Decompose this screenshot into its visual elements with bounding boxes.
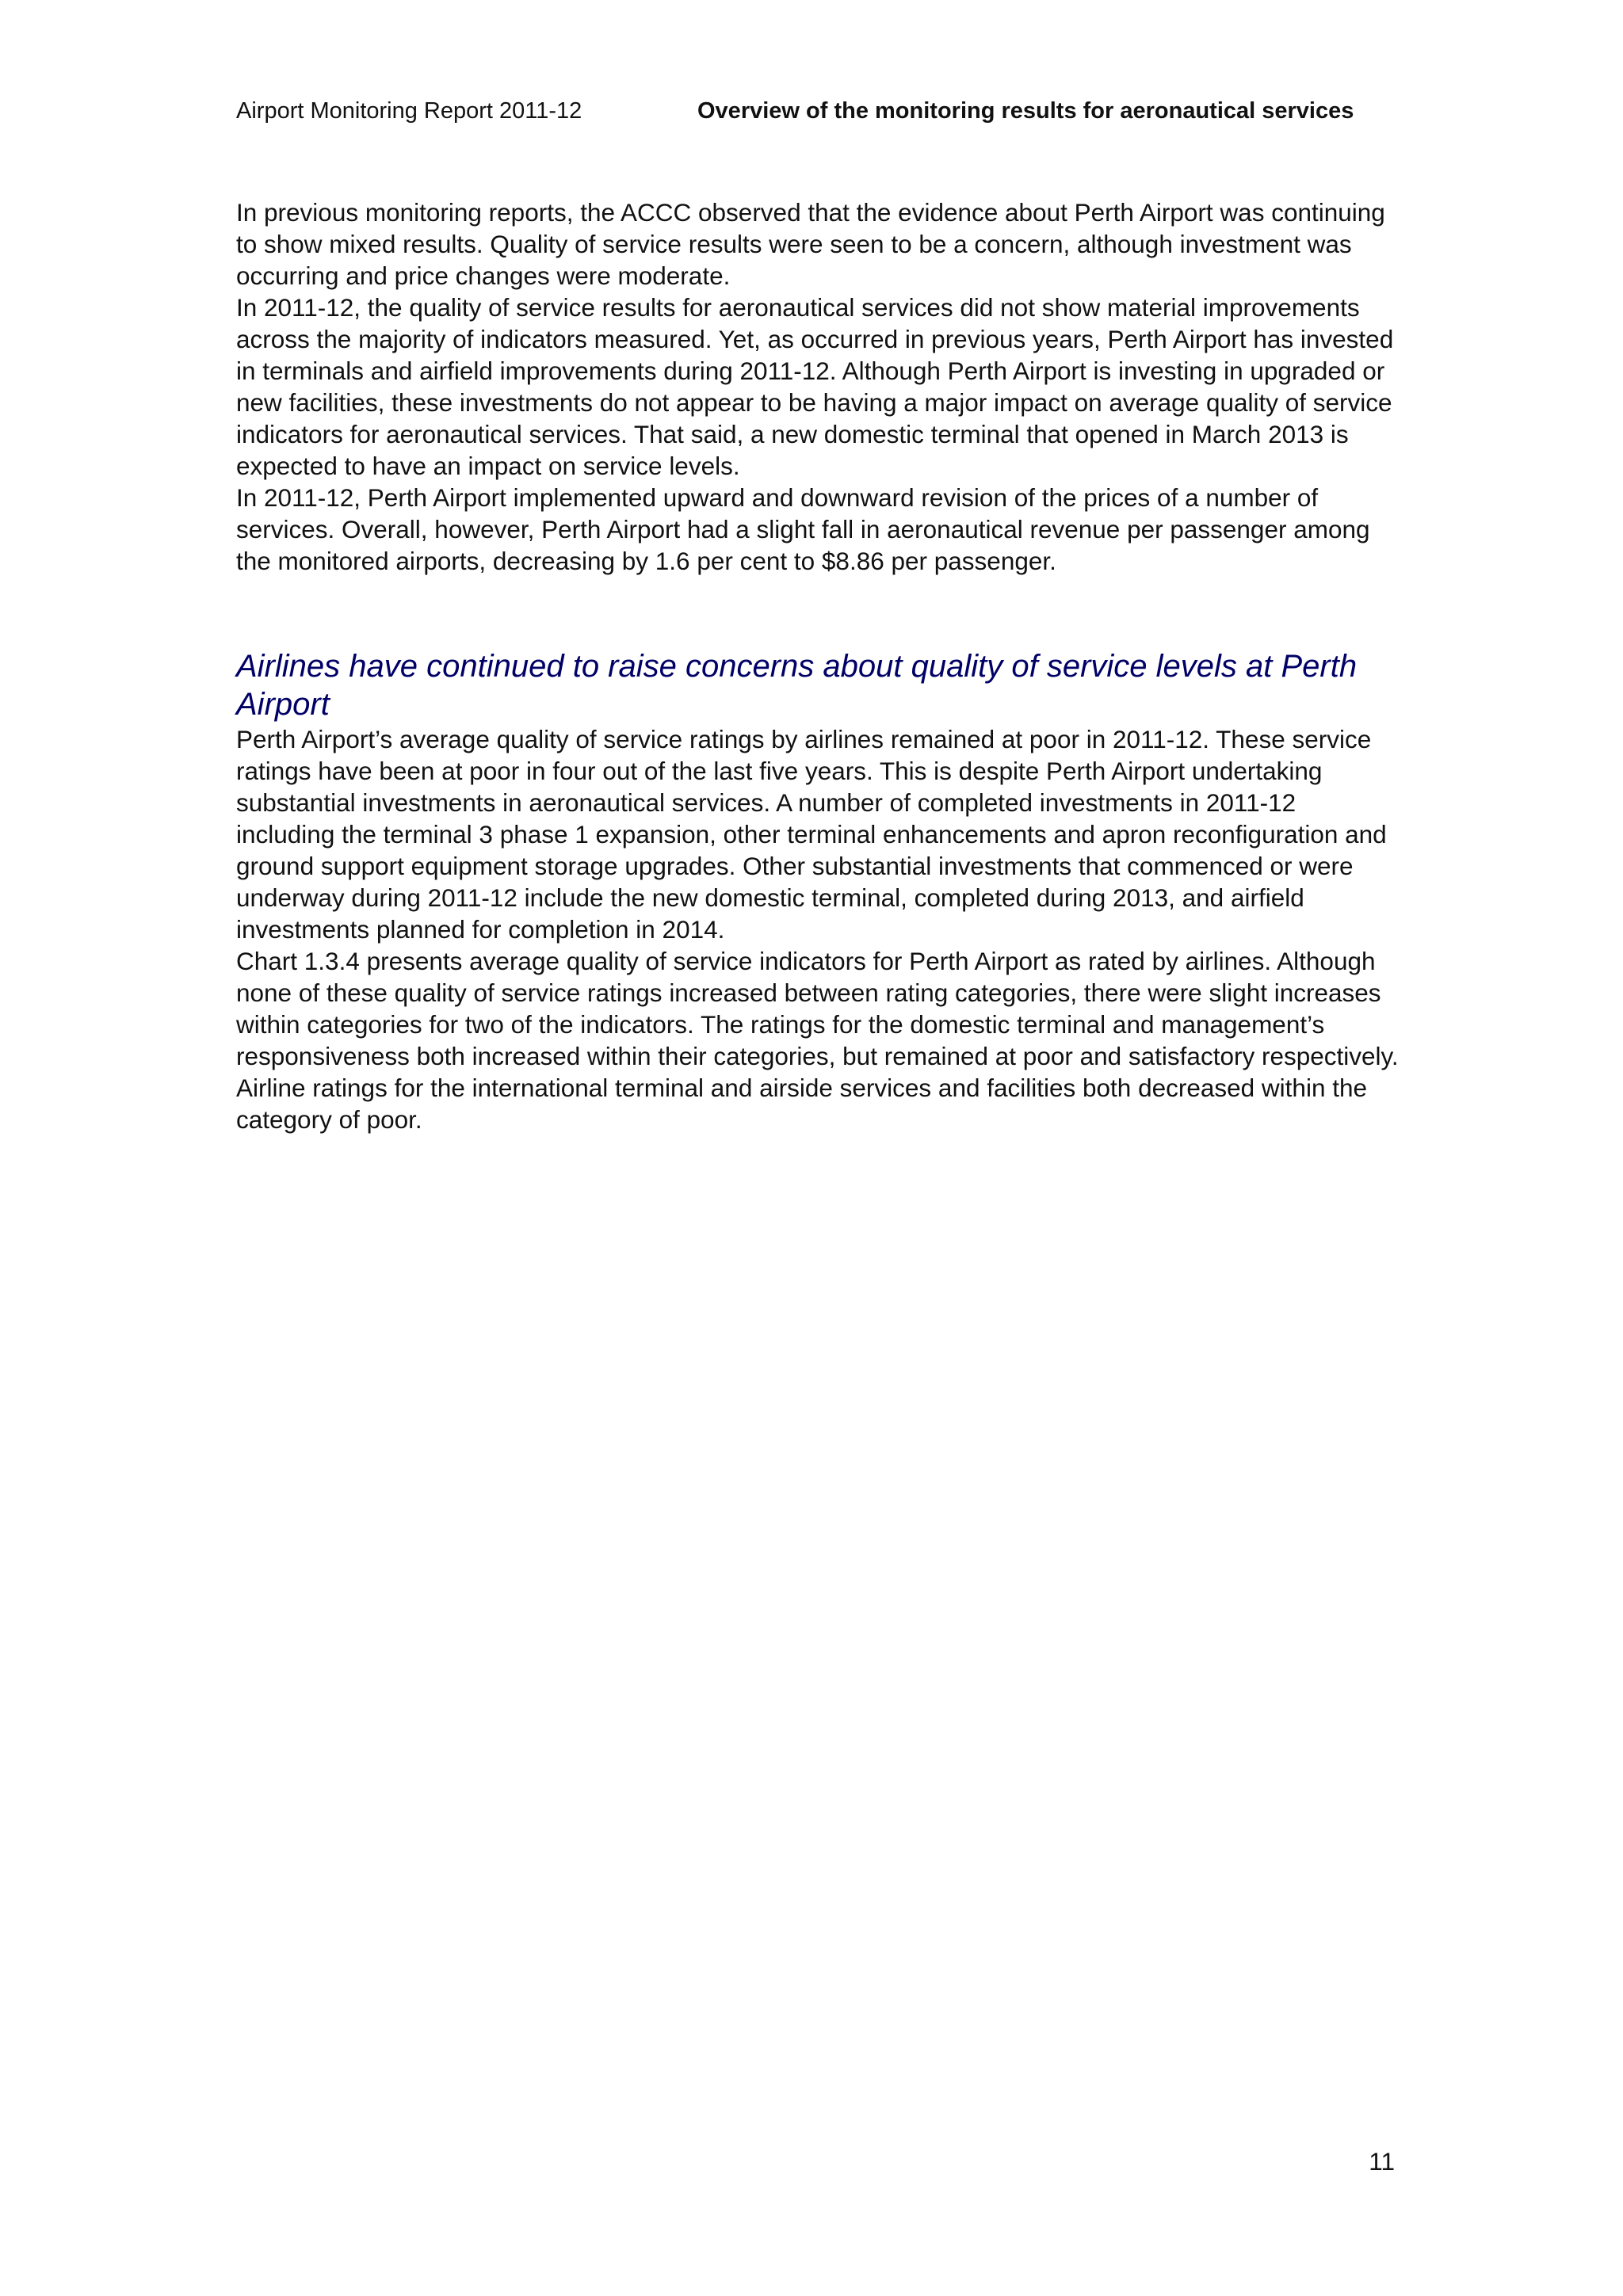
running-header-section: Overview of the monitoring results for aeronautical services xyxy=(697,98,1354,124)
paragraph-airline-ratings: Perth Airport’s average quality of service ratings by airlines remained at poor in 2011-12. These service ratings have been at poor in four out of the last five years. This is despite Perth Airport undertaking substantial investments in aeronautical services. A number of completed investments in 2011-12 including the terminal 3 phase 1 expansion, other terminal enhancements and apron reconfiguration and ground support equipment storage upgrades. Other substantial investments that commenced or were underway during 2011-12 include the new domestic terminal, completed during 2013, and airfield investments planned for completion in 2014. xyxy=(236,725,1387,944)
paragraph-quality-results: In 2011-12, the quality of service results for aeronautical services did not show material improvements across the majority of indicators measured. Yet, as occurred in previous years, Perth Airport has invested in terminals and airfield improvements during 2011-12. Although Perth Airport is investing in upgraded or new facilities, these investments do not appear to be having a major impact on average quality of service indicators for aeronautical services. That said, a new domestic terminal that opened in March 2013 is expected to have an impact on service levels. xyxy=(236,293,1394,480)
paragraph-previous-reports: In previous monitoring reports, the ACCC observed that the evidence about Perth Airport was continuing to show mixed results. Quality of service results were seen to be a concern, although investment was occurring and price changes were moderate. xyxy=(236,198,1385,290)
page-content xyxy=(236,196,1401,1135)
page-number: 11 xyxy=(1369,2147,1395,2176)
section-heading: Airlines have continued to raise concerns about quality of service levels at Perth Airport xyxy=(236,649,1358,722)
running-header-title: Airport Monitoring Report 2011-12 xyxy=(236,98,582,124)
paragraph-price-revisions: In 2011-12, Perth Airport implemented upward and downward revision of the prices of a number of services. Overall, however, Perth Airport had a slight fall in aeronautical revenue per passenger among the monitored airports, decreasing by 1.6 per cent to $8.86 per passenger. xyxy=(236,483,1370,575)
paragraph-chart-reference: Chart 1.3.4 presents average quality of service indicators for Perth Airport as rated by airlines. Although none of these quality of service ratings increased between rating categories, there were slight increases within categories for two of the indicators. The ratings for the domestic terminal and management’s responsiveness both increased within their categories, but remained at poor and satisfactory respectively. Airline ratings for the international terminal and airside services and facilities both decreased within the category of poor. xyxy=(236,947,1399,1134)
